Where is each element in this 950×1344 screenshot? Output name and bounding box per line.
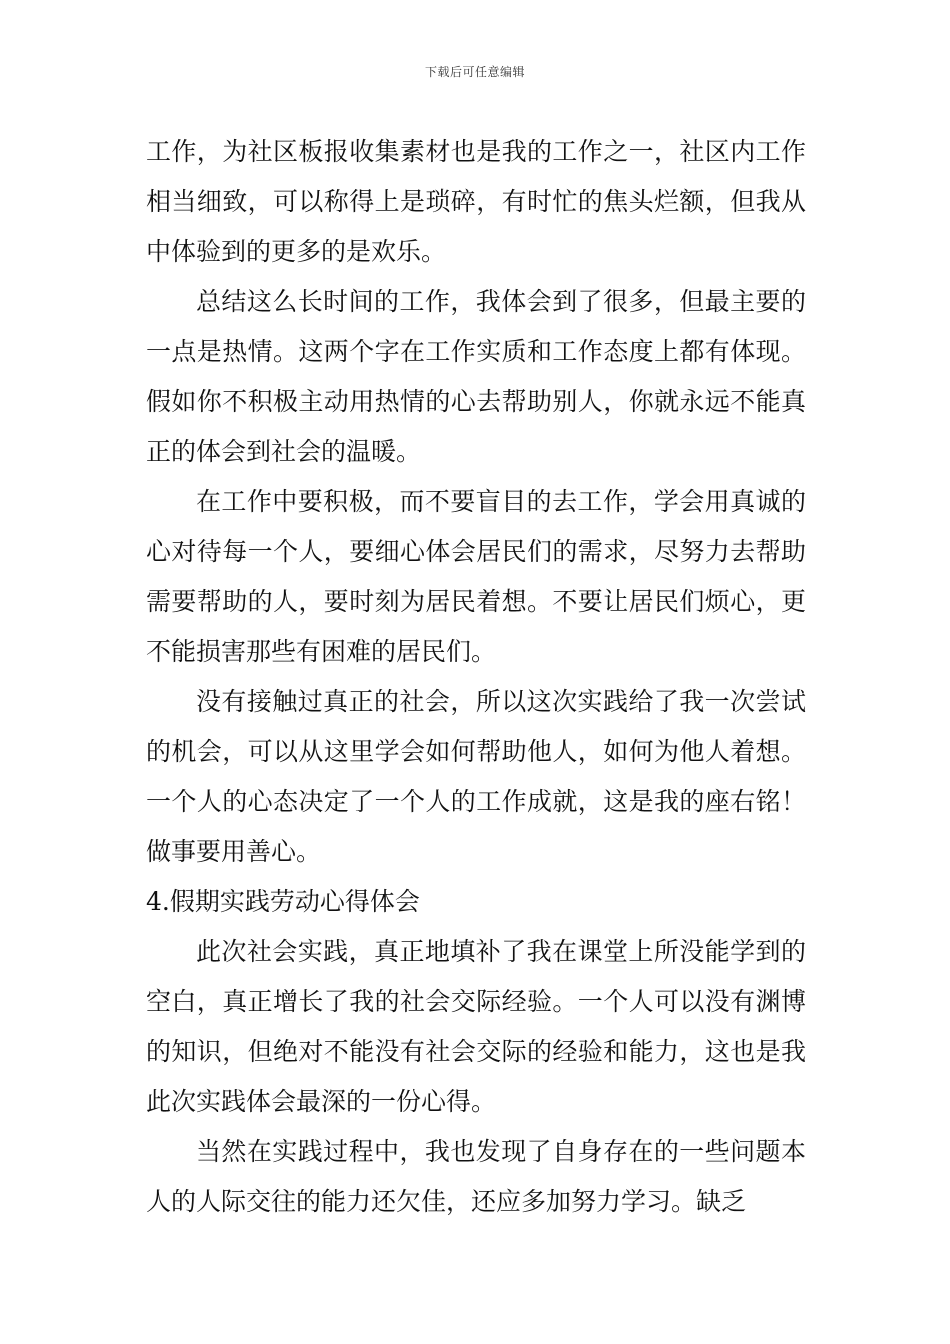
paragraph: 在工作中要积极，而不要盲目的去工作，学会用真诚的心对待每一个人，要细心体会居民们的需求，尽努力去帮助需要帮助的人，要时刻为居民着想。不要让居民们烦心，更不能损害那些有困难的居民们。 bbox=[146, 487, 806, 666]
paragraph: 总结这么长时间的工作，我体会到了很多，但最主要的一点是热情。这两个字在工作实质和工作态度上都有体现。假如你不积极主动用热情的心去帮助别人，你就永远不能真正的体会到社会的温暖。 bbox=[146, 287, 806, 466]
page-header: 下载后可任意编辑 bbox=[424, 65, 525, 79]
document-body bbox=[146, 127, 806, 1227]
paragraph: 此次社会实践，真正地填补了我在课堂上所没能学到的空白，真正增长了我的社会交际经验。一个人可以没有渊博的知识，但绝对不能没有社会交际的经验和能力，这也是我此次实践体会最深的一份心得。 bbox=[146, 937, 806, 1116]
paragraph: 没有接触过真正的社会，所以这次实践给了我一次尝试的机会，可以从这里学会如何帮助他人，如何为他人着想。一个人的心态决定了一个人的工作成就，这是我的座右铭！做事要用善心。 bbox=[146, 687, 806, 866]
section-heading: 4.假期实践劳动心得体会 bbox=[146, 887, 420, 916]
paragraph: 当然在实践过程中，我也发现了自身存在的一些问题本人的人际交往的能力还欠佳，还应多加努力学习。缺乏 bbox=[146, 1137, 806, 1216]
continuation-paragraph: 工作，为社区板报收集素材也是我的工作之一，社区内工作相当细致，可以称得上是琐碎，有时忙的焦头烂额，但我从中体验到的更多的是欢乐。 bbox=[146, 137, 806, 266]
